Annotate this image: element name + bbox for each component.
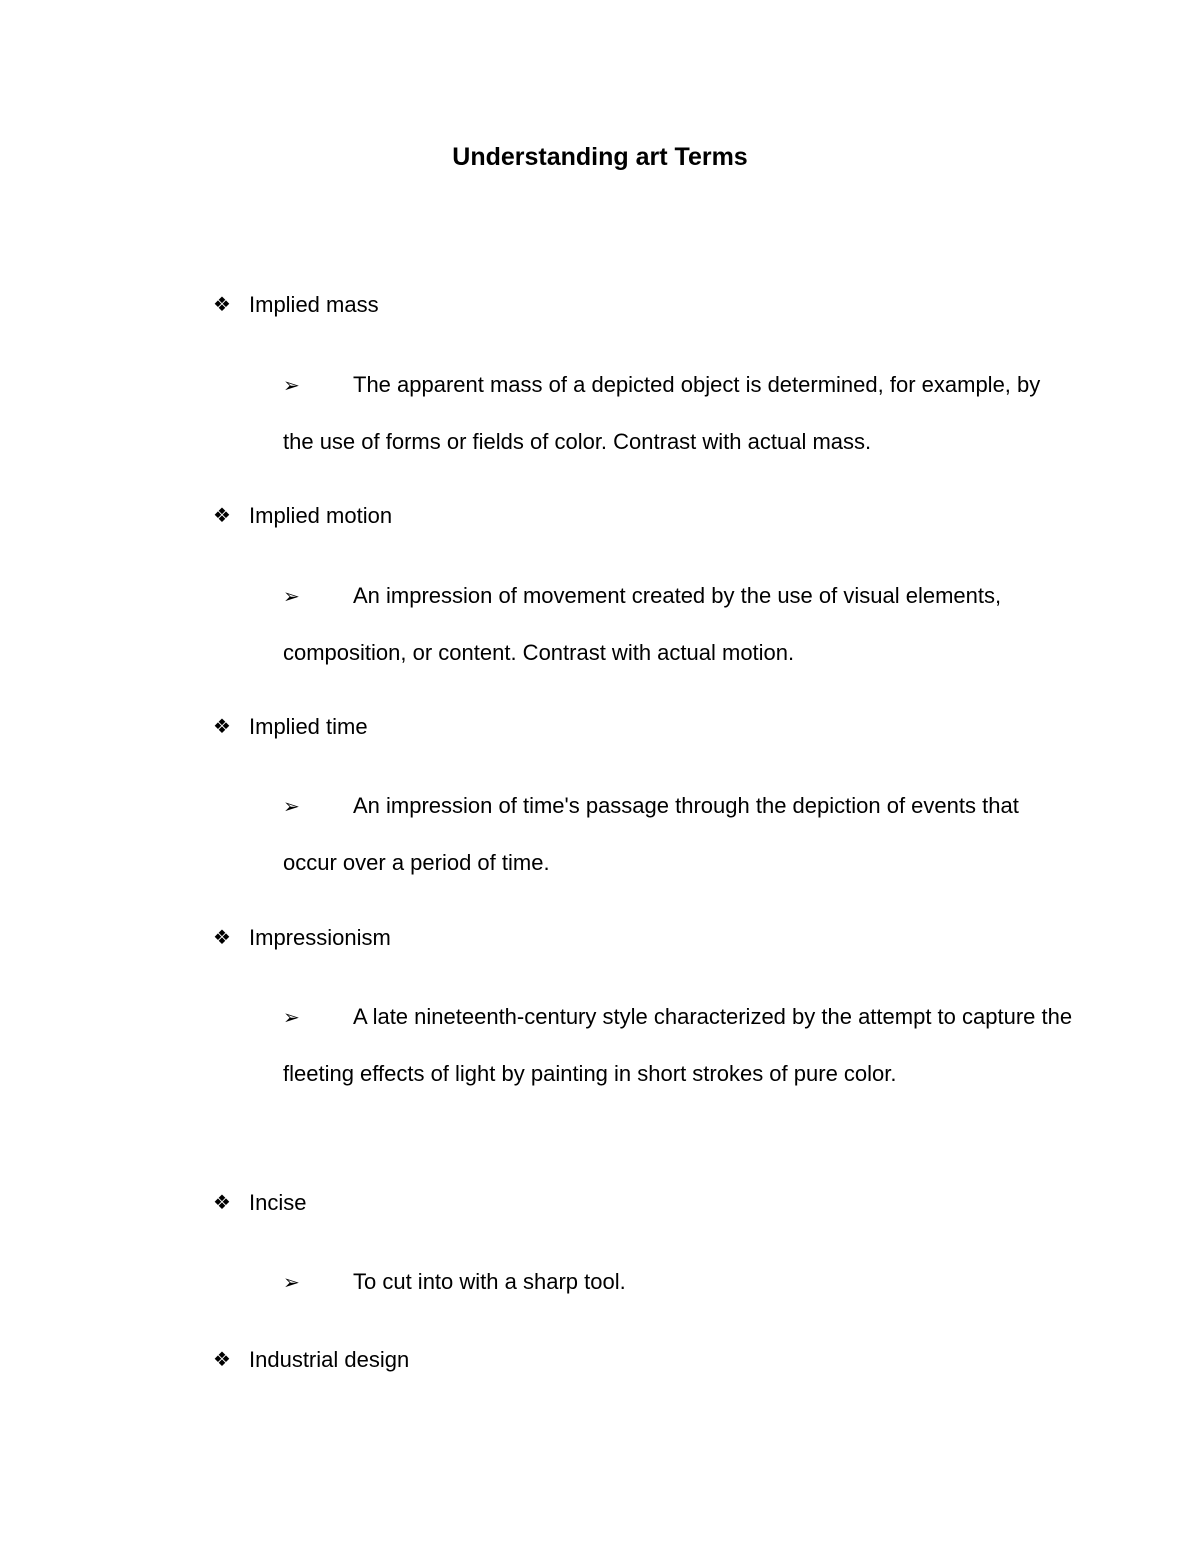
term-name: Implied mass bbox=[249, 292, 379, 317]
arrow-bullet-icon: ➢ bbox=[283, 1007, 300, 1029]
term-item bbox=[213, 1345, 409, 1375]
term-definition bbox=[283, 568, 1073, 680]
term-item bbox=[213, 923, 391, 953]
definition-text: A late nineteenth-century style characterized by the attempt to capture the fleeting effects of light by painting in short strokes of pure color. bbox=[283, 1004, 1073, 1086]
term-item bbox=[213, 1188, 306, 1218]
term-item bbox=[213, 290, 379, 320]
diamond-bullet-icon: ❖ bbox=[213, 927, 231, 949]
arrow-bullet-icon: ➢ bbox=[283, 1272, 300, 1294]
definition-text: An impression of time's passage through the depiction of events that occur over a period of time. bbox=[283, 793, 1019, 875]
diamond-bullet-icon: ❖ bbox=[213, 1349, 231, 1371]
page-title: Understanding art Terms bbox=[452, 143, 748, 171]
term-name: Implied motion bbox=[249, 503, 393, 528]
term-item bbox=[213, 501, 392, 531]
term-definition bbox=[283, 357, 1073, 469]
arrow-bullet-icon: ➢ bbox=[283, 375, 300, 397]
diamond-bullet-icon: ❖ bbox=[213, 294, 231, 316]
term-definition bbox=[283, 989, 1073, 1101]
diamond-bullet-icon: ❖ bbox=[213, 1192, 231, 1214]
term-definition bbox=[283, 1254, 1073, 1311]
term-name: Implied time bbox=[249, 714, 368, 739]
definition-text: To cut into with a sharp tool. bbox=[353, 1269, 626, 1294]
arrow-bullet-icon: ➢ bbox=[283, 586, 300, 608]
term-item bbox=[213, 712, 368, 742]
term-name: Incise bbox=[249, 1190, 307, 1215]
definition-text: The apparent mass of a depicted object is determined, for example, by the use of forms or fields of color. Contrast with actual mass. bbox=[283, 372, 1041, 454]
diamond-bullet-icon: ❖ bbox=[213, 716, 231, 738]
arrow-bullet-icon: ➢ bbox=[283, 796, 300, 818]
term-definition bbox=[283, 778, 1073, 890]
term-name: Impressionism bbox=[249, 925, 391, 950]
term-name: Industrial design bbox=[249, 1347, 410, 1372]
definition-text: An impression of movement created by the use of visual elements, composition, or content. Contrast with actual motion. bbox=[283, 583, 1002, 665]
diamond-bullet-icon: ❖ bbox=[213, 505, 231, 527]
